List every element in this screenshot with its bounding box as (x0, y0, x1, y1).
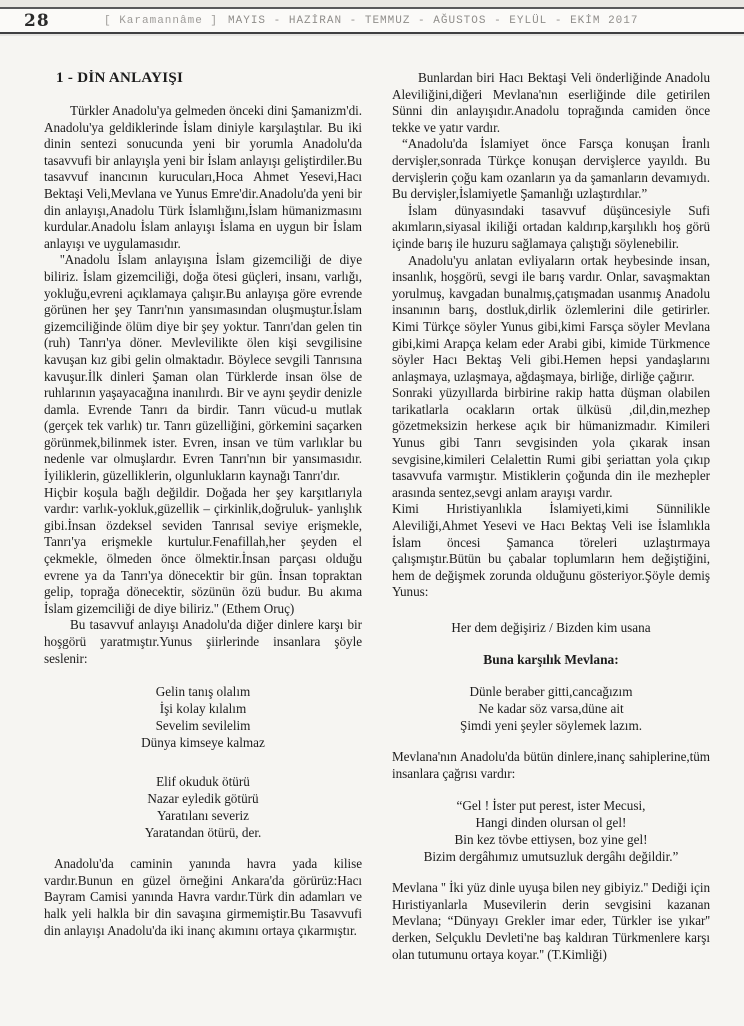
verse-her-dem-degisiriz: Her dem değişiriz / Bizden kim usana (451, 620, 651, 635)
paragraph-iki-yuz-dinle: Mevlana '' İki yüz dinle uyuşa bilen ney gibiyiz.'' Dediği için Hıristiyanlarla Musevilerin derin sevgisini kazanan Mevlana; “Dünyayı Grekler imar eder, Türkler ise yıkar'' derken, Selçuklu Devleti'ne baş kaldıran Türkmenlere karşı olan tutumunu ortaya koyar.'' (T.Kimliği) (392, 880, 710, 962)
section-heading: 1 - DİN ANLAYIŞI (56, 70, 184, 86)
poem-line: Dünle beraber gitti,cancağızım (469, 684, 633, 699)
paragraph-islam-gizemciligi-quote: ''Anadolu İslam anlayışına İslam gizemciliği de diye biliriz. İslam gizemciliği, doğa ötesi güçleri, insanı, varlığı, yokluğu,evreni açıklamaya çalışır.Bu anlayışa göre evrende görünen her şey Tanrı'nın yansımasından oluşmuştur.İslam gizemciliğinde ölüm diye bir şey yoktur. Tanrı'dan gelen tin (ruh) Tanrı'ya döner. Mevlevilikte ölen kişi sevgilisine kavuşan kız gibi gelin olmaktadır. Böylece sevgili Tanrısına kavuşur.İlk dinleri Şaman olan Türklerde insan ölse de ruhlarının yaşayacağına inanılırdı. Bir ve aynı şeydir denizle damla. Evrende Tanrı da birdir. Tanrı vücud-u mutlak (gerçek tek varlık) tır. Tanrı güzelliğini, görkemini saçarken görünmek,bilinmek ister. Evren, insan ve tüm varlıklar bu nedenle var olmuşlardır. Evren Tanrı'nın bir yansımasıdır. İyiliklerin, güzelliklerin, olgunlukların kaynağı Tanrı'dır. (44, 252, 362, 484)
paragraph-bunlardan-biri: Bunlardan biri Hacı Bektaşi Veli önderliğinde Anadolu Aleviliğini,diğeri Mevlana'nın eserliğinde dile getirilen Sünni din anlayışıdır.Anadolu toprağında camiden önce tekke ve yatır vardır. (392, 70, 710, 135)
issue-months: MAYIS - HAZİRAN - TEMMUZ - AĞUSTOS - EYLÜL - EKİM 2017 (228, 14, 639, 27)
poem-line: Sevelim sevilelim (155, 718, 251, 734)
poem-line: Şimdi yeni şeyler söylemek lazım. (459, 718, 643, 733)
page-header (0, 9, 744, 34)
poem-line: Dünya kimseye kalmaz (141, 735, 265, 751)
poem-mevlana-dunle-beraber (392, 683, 710, 734)
poem-line: Nazar eyledik götürü (147, 791, 259, 807)
poem-line: Gelin tanış olalım (155, 684, 251, 700)
page-top-rule (0, 0, 744, 9)
subheading-buna-karsilik-mevlana: Buna karşılık Mevlana: (483, 652, 619, 667)
poem-line: İşi kolay kılalım (159, 701, 247, 717)
poem-yunus-stanza-2 (44, 773, 362, 841)
poem-line: Elif okuduk ötürü (156, 774, 250, 790)
paragraph-hicbir-kosula: Hiçbir koşula bağlı değildir. Doğada her şey karşıtlarıyla vardır: varlık-yokluk,güzellik – çirkinlik,doğruluk- yanlışlık gibi.İnsan özdeksel seviden Tanrısal seviye erişmekle, Tanrı'ya erişmekle kurtulur.Fenafillah,her şeyden el çekmekle, ölmeden önce ölmektir.İnsan parçası olduğu evrene ya da Tanrı'ya dönecektir bir gün. İnsan topraktan gelip, toprağa dönecektir, sözünün özü budur. Bu akıma İslam gizemciliği de diye biliriz.'' (Ethem Oruç) (44, 484, 362, 616)
poem-line: Hangi dinden olursan ol gel! (475, 815, 627, 831)
poem-line: Yaratılanı severiz (156, 808, 250, 824)
paragraph-islamiyet-farsca-quote: “Anadolu'da İslamiyet önce Farsça konuşan İranlı dervişler,sonrada Türkçe konuşan dervişlerce yayıldı. Bu dervişlerin çoğu kam ozanların ya da şamanların devamıydı. Bu dervişler,İslamiyetle Şamanlığı uzlaştırdılar.” (392, 136, 710, 202)
poem-line: Ne kadar söz varsa,düne ait (478, 701, 624, 716)
page-number: 28 (24, 10, 50, 31)
poem-line: Bizim dergâhımız umutsuzluk dergâhı değildir.” (423, 849, 679, 865)
article-body (0, 34, 744, 1026)
poem-line: Yaratandan ötürü, der. (144, 825, 262, 841)
paragraph-tasavvuf-hosgoru: Bu tasavvuf anlayışı Anadolu'da diğer dinlere karşı bir hoşgörü yaratmıştır.Yunus şiirlerinde insanlara şöyle seslenir: (44, 617, 362, 666)
paragraph-cami-havra: Anadolu'da caminin yanında havra yada kilise vardır.Bunun en güzel örneğini Ankara'da görürüz:Hacı Bayram Camisi yanında Havra vardır.Türk din adamları ve halk yeli halkla bir din savaşına girmemiştir.Bu Tasavvufi din anlayışı Anadolu'da iki inanç akımını ortaya çıkarmıştır. (44, 856, 362, 938)
poem-mevlana-gel (392, 797, 710, 865)
poem-line: Bin kez tövbe ettiysen, boz yine gel! (454, 832, 648, 848)
paragraph-mevlana-cagrisi: Mevlana'nın Anadolu'da bütün dinlere,inanç sahiplerine,tüm insanlara çağrısı vardır: (392, 749, 710, 781)
paragraph-kimi-hiristiyanlikla: Kimi Hıristiyanlıkla İslamiyeti,kimi Sünnilikle Aleviliği,Ahmet Yesevi ve Hacı Bektaş Veli ise İslamlıkla İslam öncesi Şamanca töreleri uzlaştırmaya çalışmıştır.Bütün bu çabalar toplumların hem değiştiğini, hem de değişmek zorunda olduğunu gösteriyor.Şöyle demiş Yunus: (392, 501, 710, 600)
paragraph-anadoluyu-anlatan: Anadolu'yu anlatan evliyaların ortak heybesinde insan, insanlık, hoşgörü, sevgi ile barış vardır. Onlar, savaşmaktan yorulmuş, kavgadan bunalmış,çatışmadan usanmış Anadolu insanının barış, dostluk,dirlik özlemlerini dile getirirler. Kimi Türkçe söyler Yunus gibi,kimi Farsça söyler Mevlana gibi,kimi Arapça kelam eder Arabi gibi, kimide Türkmence söyler Hacı Bektaş Veli gibi.Hemen hepsi yandaşlarını anlaşmaya, uzlaşmaya, ağdaşmaya, birliğe, dirliğe çağırır. (392, 252, 710, 384)
poem-yunus-stanza-1 (44, 683, 362, 751)
journal-name: [ Karamannâme ] (104, 14, 219, 27)
right-column (392, 70, 710, 1026)
poem-line: “Gel ! İster put perest, ister Mecusi, (456, 798, 646, 814)
paragraph-islam-dunyasindaki: İslam dünyasındaki tasavvuf düşüncesiyle Sufi akımların,siyasal ikiliği ortadan kaldırıp,karşılıklı hoş görü içinde barış ile huzuru sağlamaya çalıştığı söylenebilir. (392, 202, 710, 251)
paragraph-turkler-anadolu: Türkler Anadolu'ya gelmeden önceki dini Şamanizm'di. Anadolu'ya geldiklerinde İslam diniyle karşılaştılar. Bu iki dinin sentezi sonucunda yeni bir yorumla Anadolu'da tasavvufi bir anlayışla yeni bir İslam anlayışı geliştirdiler.Bu tasavvuf inancının kurucuları,Hoca Ahmet Yesevi,Hacı Bektaşi Veli,Mevlana ve Yunus Emre'dir.Anadolu'da yeni bir din anlayışı,Anadolu Türk İslamlığını,İslam hümanizmasını kurdular.Anadolu İslam anlayışı İslama en uygun bir İslam anlayışı ve uygulamasıdır. (44, 103, 362, 251)
left-column (44, 70, 362, 1026)
paragraph-sonraki-yuzyillarda: Sonraki yüzyıllarda birbirine rakip hatta düşman olabilen tarikatlarla ocakların ortak ülküsü ,dil,din,mezhep gözetmeksizin herkese açık bir hümanizmadır. Kimileri Yunus gibi Tanrı sevgisinden yola çıkarak insan sevgisine,kimileri Celalettin Rumi gibi şeriattan yola çıkıp tasavvufa varmıştır. Mistiklerin çoğunda din ile mezhepler arasında sentez,sevgi anlam arayışı vardır. (392, 385, 710, 500)
